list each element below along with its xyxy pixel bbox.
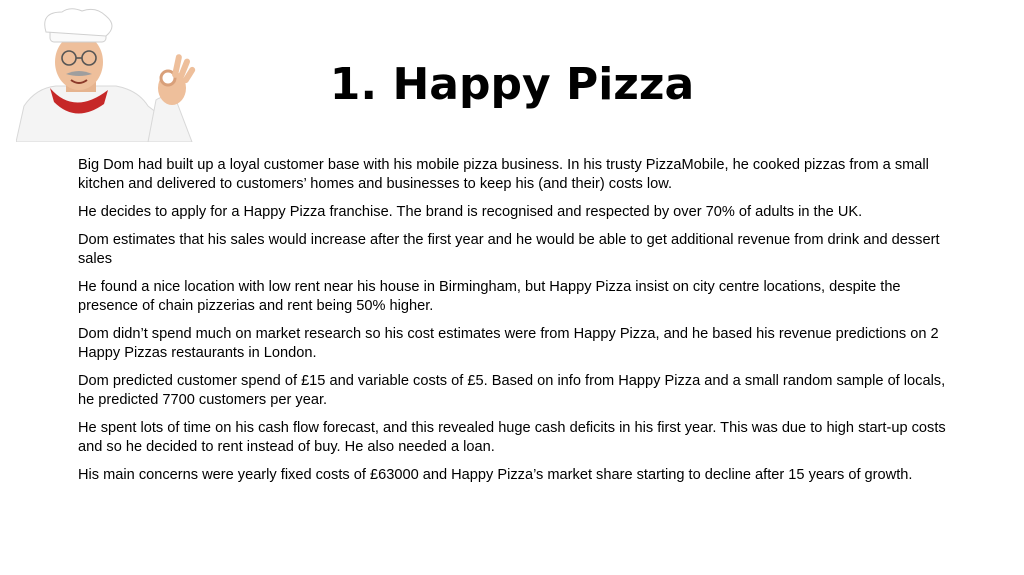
paragraph: He found a nice location with low rent near his house in Birmingham, but Happy Pizza insist on city centre locations, despite the presence of chain pizzerias and rent being 50% higher. xyxy=(78,279,901,314)
chef-ok-gesture-icon xyxy=(16,8,198,142)
paragraph: Dom predicted customer spend of £15 and variable costs of £5. Based on info from Happy Pizza and a small random sample of locals, he predicted 7700 customers per year. xyxy=(78,373,946,408)
paragraph: Big Dom had built up a loyal customer base with his mobile pizza business. In his trusty PizzaMobile, he cooked pizzas from a small kitchen and delivered to customers’ homes and businesses to keep his (and their) costs low. xyxy=(78,157,929,192)
paragraph: His main concerns were yearly fixed costs of £63000 and Happy Pizza’s market share starting to decline after 15 years of growth. xyxy=(78,467,913,483)
paragraph: He decides to apply for a Happy Pizza franchise. The brand is recognised and respected by over 70% of adults in the UK. xyxy=(78,204,863,220)
slide-title: 1. Happy Pizza xyxy=(329,59,695,110)
paragraph: Dom didn’t spend much on market research so his cost estimates were from Happy Pizza, and he based his revenue predictions on 2 Happy Pizzas restaurants in London. xyxy=(78,326,939,361)
slide-body xyxy=(78,156,958,494)
paragraph: He spent lots of time on his cash flow forecast, and this revealed huge cash deficits in his first year. This was due to high start-up costs and so he decided to rent instead of buy. He also needed a loan. xyxy=(78,420,946,455)
paragraph: Dom estimates that his sales would increase after the first year and he would be able to get additional revenue from drink and dessert sales xyxy=(78,232,940,267)
